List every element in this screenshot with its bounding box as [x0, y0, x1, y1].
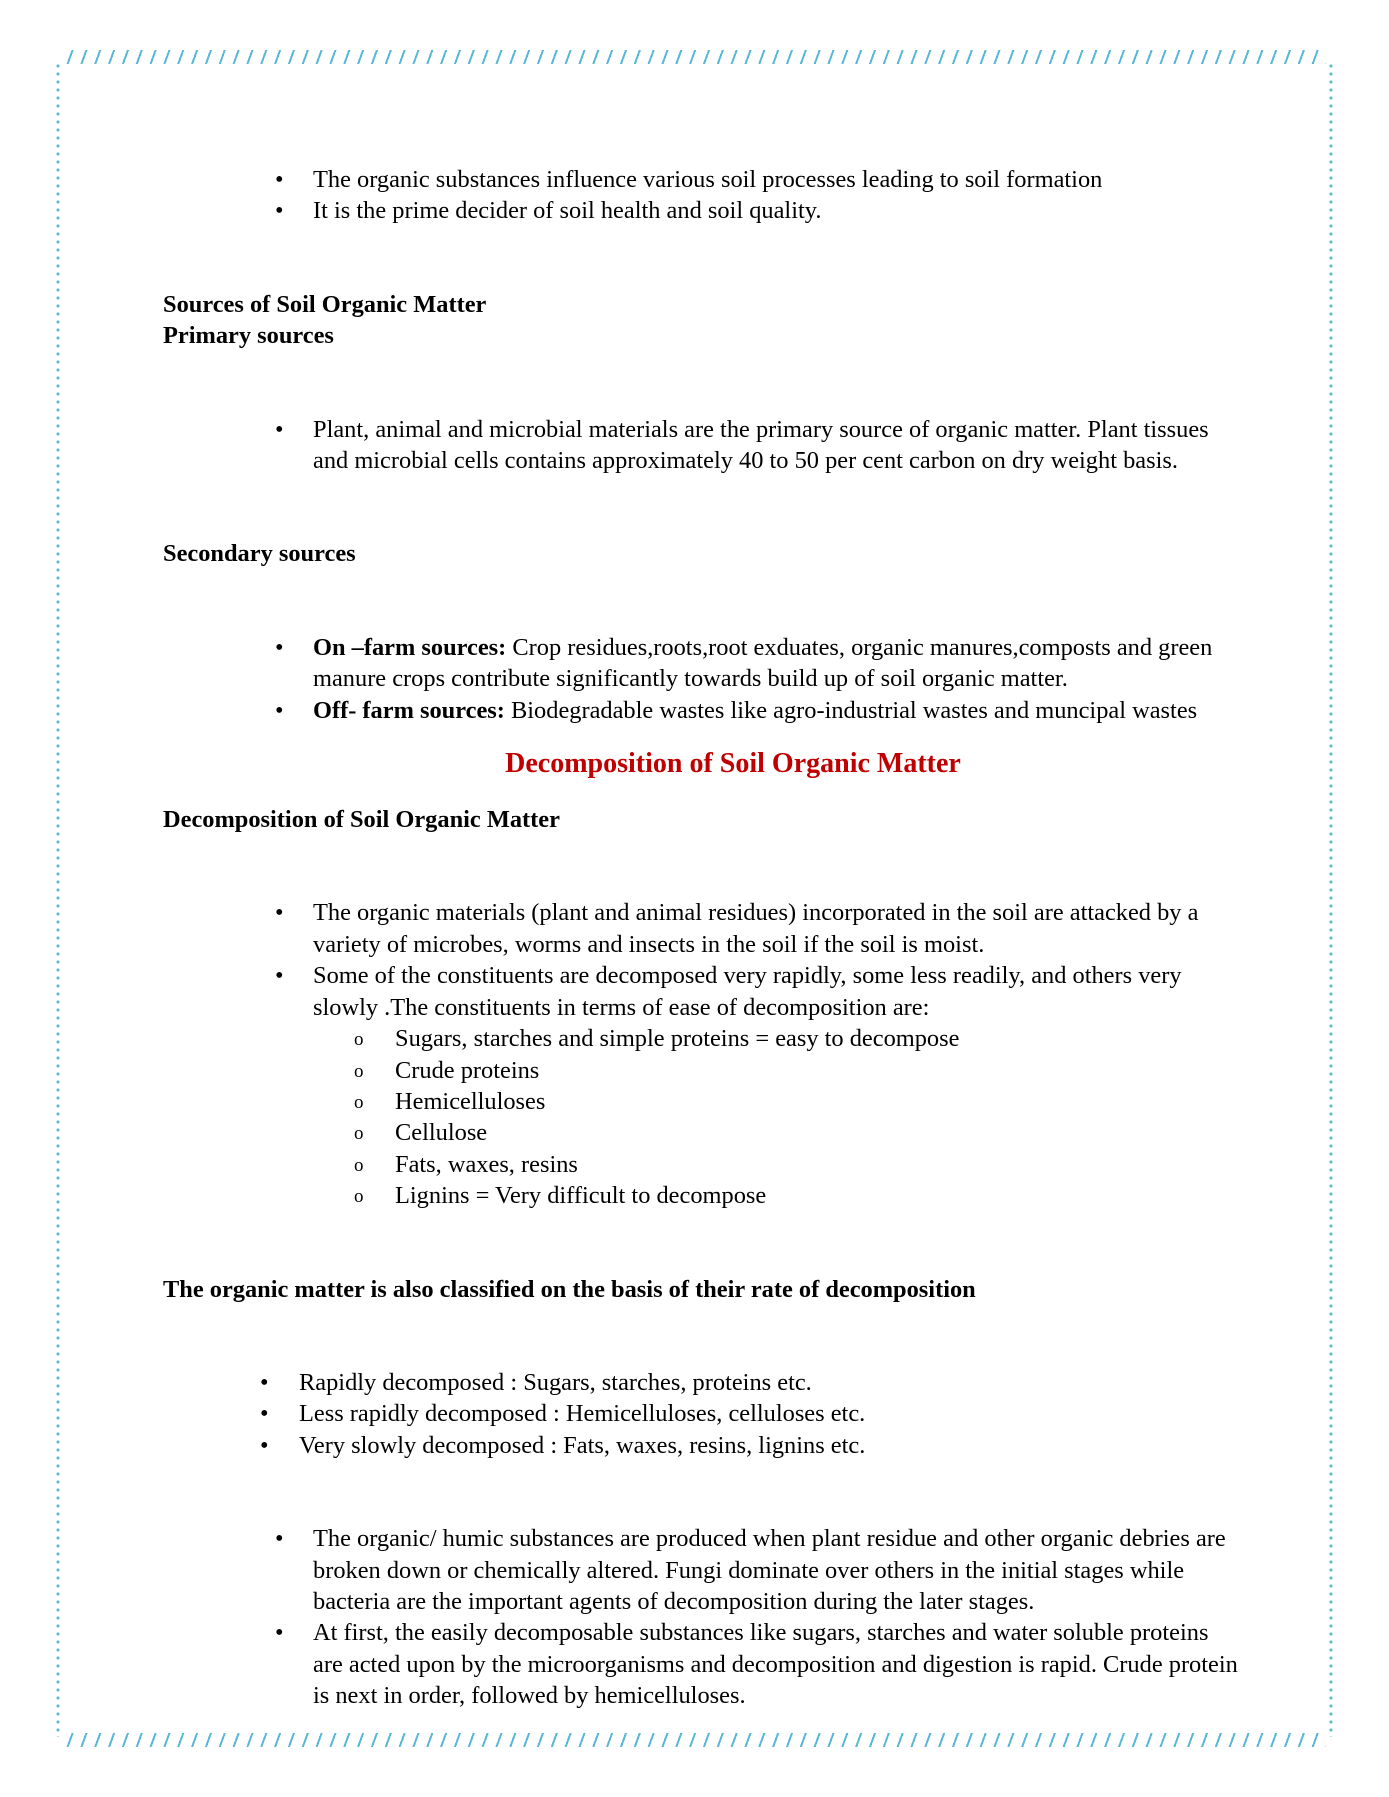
primary-sources-heading: Primary sources [163, 322, 334, 350]
list-item: o Cellulose [163, 1117, 1243, 1148]
list-item [163, 960, 1243, 1023]
section-title: Decomposition of Soil Organic Matter [505, 748, 961, 780]
list-item: • It is the prime decider of soil health and soil quality. [163, 195, 1243, 226]
intro-bullet-list [163, 164, 1243, 227]
list-item: • The organic substances influence various soil processes leading to soil formation [163, 164, 1243, 195]
list-item: • The organic materials (plant and animal residues) incorporated in the soil are attacked by a variety of microbes, worms and insects in the soil if the soil is moist. [163, 897, 1243, 960]
list-item: • Plant, animal and microbial materials are the primary source of organic matter. Plant tissues and microbial cells contains approximately 40 to 50 per cent carbon on dry weight basis. [163, 414, 1243, 477]
list-item: • At first, the easily decomposable substances like sugars, starches and water soluble proteins are acted upon by the microorganisms and decomposition and digestion is rapid. Crude protein is next in order, followed by hemicelluloses. [163, 1617, 1243, 1711]
spacer [163, 476, 1243, 538]
list-item: • Less rapidly decomposed : Hemicelluloses, celluloses etc. [163, 1398, 1243, 1429]
list-item: • Rapidly decomposed : Sugars, starches, proteins etc. [163, 1367, 1243, 1398]
list-item: o Lignins = Very difficult to decompose [163, 1180, 1243, 1211]
secondary-sources-list [163, 632, 1243, 726]
page-border-bottom [62, 1733, 1326, 1747]
list-item-label: On –farm sources: [313, 633, 507, 661]
spacer [163, 782, 1243, 804]
decomposition-heading: Decomposition of Soil Organic Matter [163, 806, 560, 834]
list-item: • The organic/ humic substances are produced when plant residue and other organic debries are broken down or chemically altered. Fungi dominate over others in the initial stages while bacteria are the important agents of decomposition during the later stages. [163, 1523, 1243, 1617]
primary-sources-list [163, 414, 1243, 477]
humic-substances-list [163, 1523, 1243, 1711]
list-item-text: Biodegradable wastes like agro-industrial wastes and muncipal wastes [504, 696, 1198, 724]
list-item [163, 695, 1243, 726]
rate-list [163, 1367, 1243, 1461]
decomposition-list [163, 897, 1243, 1023]
spacer [163, 726, 1243, 746]
list-item-label: Off- farm sources: [313, 696, 505, 724]
constituents-list [163, 1023, 1243, 1211]
list-item: o Crude proteins [163, 1055, 1243, 1086]
list-item-text: Some of the constituents are decomposed very rapidly, some less readily, and others very slowly .The constituents in terms of ease of decomposition are: [313, 962, 1182, 1021]
list-item [163, 632, 1243, 695]
document-body [163, 164, 1243, 1712]
page-border-top [62, 50, 1326, 64]
list-item: • Very slowly decomposed : Fats, waxes, resins, lignins etc. [163, 1430, 1243, 1461]
secondary-sources-heading: Secondary sources [163, 540, 356, 568]
list-item: o Hemicelluloses [163, 1086, 1243, 1117]
list-item: o Sugars, starches and simple proteins = easy to decompose [163, 1023, 1243, 1054]
spacer [163, 835, 1243, 897]
spacer [163, 1461, 1243, 1523]
page-border-right [1329, 62, 1333, 1737]
sources-heading: Sources of Soil Organic Matter [163, 290, 487, 318]
spacer [163, 1212, 1243, 1274]
spacer [163, 352, 1243, 414]
page-border-left [56, 62, 60, 1737]
spacer [163, 570, 1243, 632]
classification-heading: The organic matter is also classified on the basis of their rate of decomposition [163, 1275, 976, 1303]
spacer [163, 227, 1243, 289]
spacer [163, 1305, 1243, 1367]
list-item: o Fats, waxes, resins [163, 1149, 1243, 1180]
list-item-text: Crop residues,roots,root exduates, organic manures,composts and green manure crops contribute significantly towards build up of soil organic matter. [313, 633, 1213, 693]
